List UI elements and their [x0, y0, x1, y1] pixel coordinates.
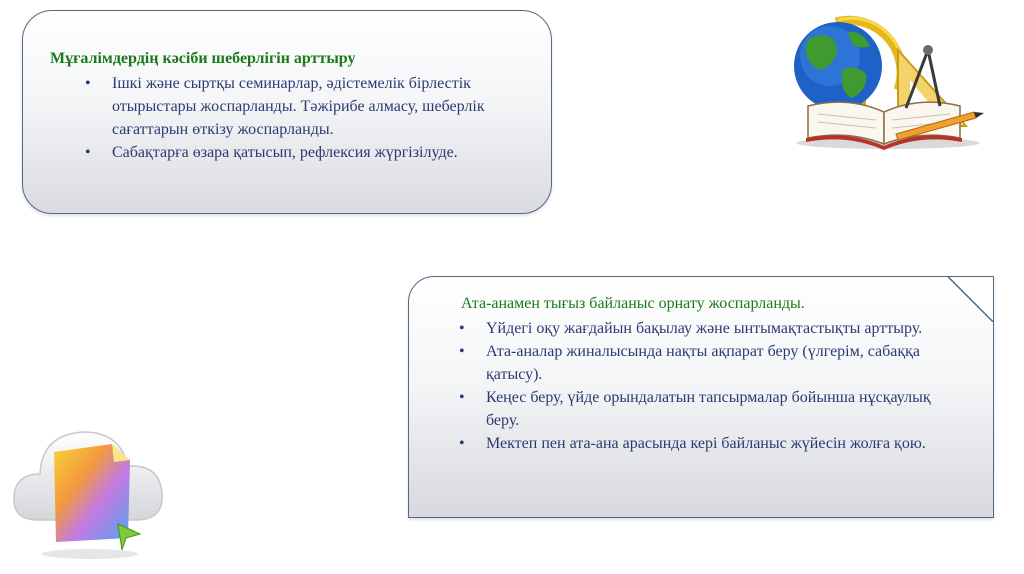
- list-item: [85, 141, 545, 164]
- bullet: •: [459, 435, 465, 452]
- parents-title: Ата-анамен тығыз байланыс орнату жоспарланды.: [461, 295, 805, 312]
- list-item-text: Үйдегі оқу жағдайын бақылау және ынтымақтастықты арттыру.: [486, 320, 923, 337]
- bullet: •: [459, 343, 465, 360]
- list-item: [459, 432, 959, 455]
- bullet: •: [459, 389, 465, 406]
- snip-corner: [948, 276, 994, 322]
- list-item: [85, 72, 545, 141]
- globe-book-compass-icon: [778, 10, 990, 152]
- list-item: [459, 317, 959, 340]
- parents-list: [459, 317, 959, 455]
- list-item-text: Ішкі және сыртқы семинарлар, әдістемелік бірлестік отырыстары жоспарланды. Тәжірибе алмасу, шеберлік сағаттарын өткізу жоспарланды.: [112, 75, 485, 138]
- teacher-skills-list: [85, 72, 545, 164]
- teacher-skills-panel: [22, 10, 552, 214]
- bullet: •: [85, 144, 91, 161]
- list-item: [459, 340, 959, 386]
- cloud-document-icon: [10, 404, 170, 564]
- list-item-text: Сабақтарға өзара қатысып, рефлексия жүргізілуде.: [112, 144, 458, 161]
- bullet: •: [459, 320, 465, 337]
- bullet: •: [85, 75, 91, 92]
- list-item-text: Кеңес беру, үйде орындалатын тапсырмалар бойынша нұсқаулық беру.: [486, 389, 931, 429]
- list-item-text: Ата-аналар жиналысында нақты ақпарат беру (үлгерім, сабаққа қатысу).: [486, 343, 921, 383]
- list-item-text: Мектеп пен ата-ана арасында кері байланыс жүйесін жолға қою.: [486, 435, 926, 452]
- teacher-skills-title: Мұғалімдердің кәсіби шеберлігін арттыру: [50, 50, 356, 67]
- list-item: [459, 386, 959, 432]
- parents-panel: [408, 276, 994, 518]
